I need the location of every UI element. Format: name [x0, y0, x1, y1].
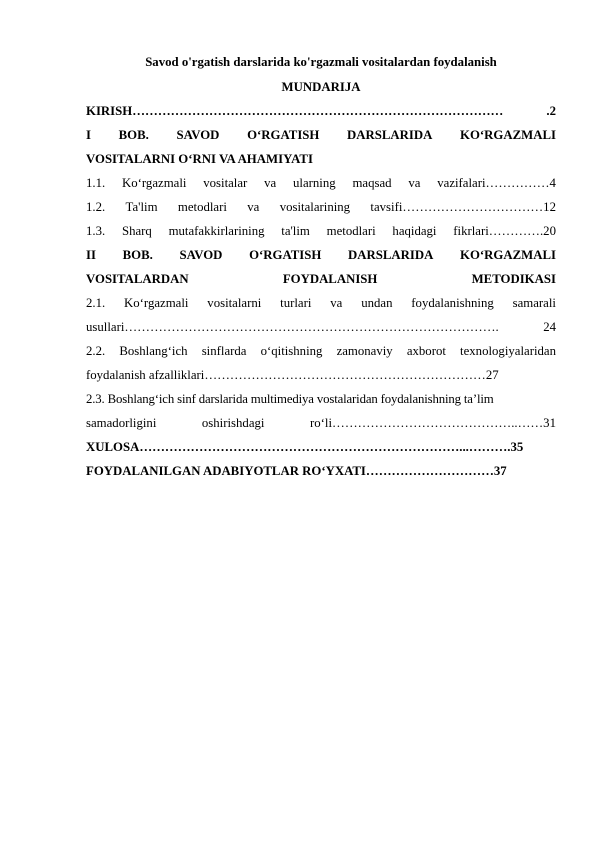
- toc-bibliography-label: FOYDALANILGAN ADABIYOTLAR RO‘YXATI…………………………37: [86, 464, 507, 478]
- toc-chapter-2-line-1: [86, 246, 556, 265]
- toc-entry-chapter-2[interactable]: [86, 246, 556, 289]
- toc-word: metodlari: [177, 200, 227, 214]
- toc-entry-1-3[interactable]: [86, 222, 556, 241]
- toc-2-3-line-1: 2.3. Boshlang‘ich sinf darslarida multimediya vostalaridan foydalanishning ta’lim: [86, 392, 494, 406]
- toc-word: vositalarni: [207, 296, 262, 310]
- toc-entry-2-2[interactable]: [86, 342, 556, 385]
- toc-entry-1-2[interactable]: [86, 198, 556, 217]
- toc-word: undan: [361, 296, 393, 310]
- toc-word: I: [86, 128, 91, 142]
- toc-word: fikrlari………….20: [453, 224, 556, 238]
- toc-word: ta'lim: [281, 224, 310, 238]
- toc-entry-2-3[interactable]: [86, 390, 556, 433]
- toc-word: O‘RGATISH: [249, 248, 322, 262]
- toc-2-2-line-2: foydalanish afzalliklari…………………………………………………………27: [86, 368, 499, 382]
- toc-word: vositalarining: [279, 200, 351, 214]
- document-page: [86, 53, 556, 481]
- toc-kirish-page: .2: [546, 104, 556, 118]
- toc-word: foydalanishning: [411, 296, 494, 310]
- toc-word: BOB.: [118, 128, 149, 142]
- toc-entry-1-1[interactable]: [86, 174, 556, 193]
- toc-word: II: [86, 248, 96, 262]
- toc-word: O‘RGATISH: [247, 128, 320, 142]
- toc-kirish-leader: ……………………………………………………………………………: [132, 104, 504, 118]
- toc-word: tavsifi……………………………12: [370, 200, 556, 214]
- toc-word: oshirishdagi: [201, 416, 265, 430]
- toc-word: samadorligini: [86, 416, 157, 430]
- toc-2-2-line-1: 2.2. Boshlang‘ich sinflarda o‘qitishning zamonaviy axborot texnologiyalaridan: [86, 344, 556, 358]
- toc-word: 1.2.: [86, 200, 106, 214]
- toc-word: ro‘li……………………………………..……31: [310, 416, 556, 430]
- toc-word: Ta'lim: [125, 200, 158, 214]
- document-title: Savod o'rgatish darslarida ko'rgazmali vositalardan foydalanish: [145, 55, 497, 69]
- toc-xulosa-label: XULOSA…………………………………………………………………...……….35: [86, 440, 524, 454]
- toc-word: samarali: [512, 296, 556, 310]
- toc-entry-chapter-1[interactable]: [86, 126, 556, 169]
- toc-word: Ko‘rgazmali: [124, 296, 189, 310]
- toc-word: haqidagi: [392, 224, 437, 238]
- toc-word: Sharq: [121, 224, 152, 238]
- toc-word: ularning: [293, 176, 336, 190]
- toc-word: 2.1.: [86, 296, 106, 310]
- toc-entry-xulosa[interactable]: [86, 438, 556, 457]
- toc-2-1-line-2: usullari…………………………………………………………………………….: [86, 320, 499, 334]
- toc-word: SAVOD: [179, 248, 223, 262]
- toc-word: DARSLARIDA: [347, 128, 433, 142]
- toc-word: metodlari: [326, 224, 376, 238]
- toc-word: va: [247, 200, 260, 214]
- toc-heading: MUNDARIJA: [281, 80, 361, 94]
- toc-entry-kirish[interactable]: [86, 102, 556, 121]
- toc-word: va: [408, 176, 421, 190]
- toc-word: FOYDALANISH: [282, 272, 378, 286]
- toc-2-1-page: 24: [543, 320, 556, 334]
- toc-word: VOSITALARDAN: [86, 272, 189, 286]
- toc-word: METODIKASI: [471, 272, 556, 286]
- toc-word: 1.1.: [86, 176, 106, 190]
- toc-word: turlari: [280, 296, 312, 310]
- toc-word: BOB.: [122, 248, 153, 262]
- toc-word: vazifalari……………4: [437, 176, 556, 190]
- toc-chapter-2-line-2: [86, 270, 556, 289]
- toc-word: vositalar: [203, 176, 248, 190]
- toc-word: DARSLARIDA: [348, 248, 434, 262]
- toc-word: mutafakkirlarining: [168, 224, 265, 238]
- toc-word: SAVOD: [176, 128, 220, 142]
- toc-word: KO‘RGAZMALI: [460, 248, 556, 262]
- toc-2-3-line-2: [86, 414, 556, 433]
- toc-word: Ko‘rgazmali: [122, 176, 187, 190]
- toc-word: KO‘RGAZMALI: [460, 128, 556, 142]
- toc-entry-2-1[interactable]: [86, 294, 556, 337]
- toc-word: va: [330, 296, 343, 310]
- toc-word: va: [264, 176, 277, 190]
- toc-chapter-1-line-1: [86, 126, 556, 145]
- toc-chapter-1-line-2: VOSITALARNI O‘RNI VA AHAMIYATI: [86, 152, 313, 166]
- toc-word: maqsad: [352, 176, 392, 190]
- toc-kirish-label: KIRISH: [86, 104, 133, 118]
- toc-word: 1.3.: [86, 224, 106, 238]
- toc-entry-bibliography[interactable]: [86, 462, 556, 481]
